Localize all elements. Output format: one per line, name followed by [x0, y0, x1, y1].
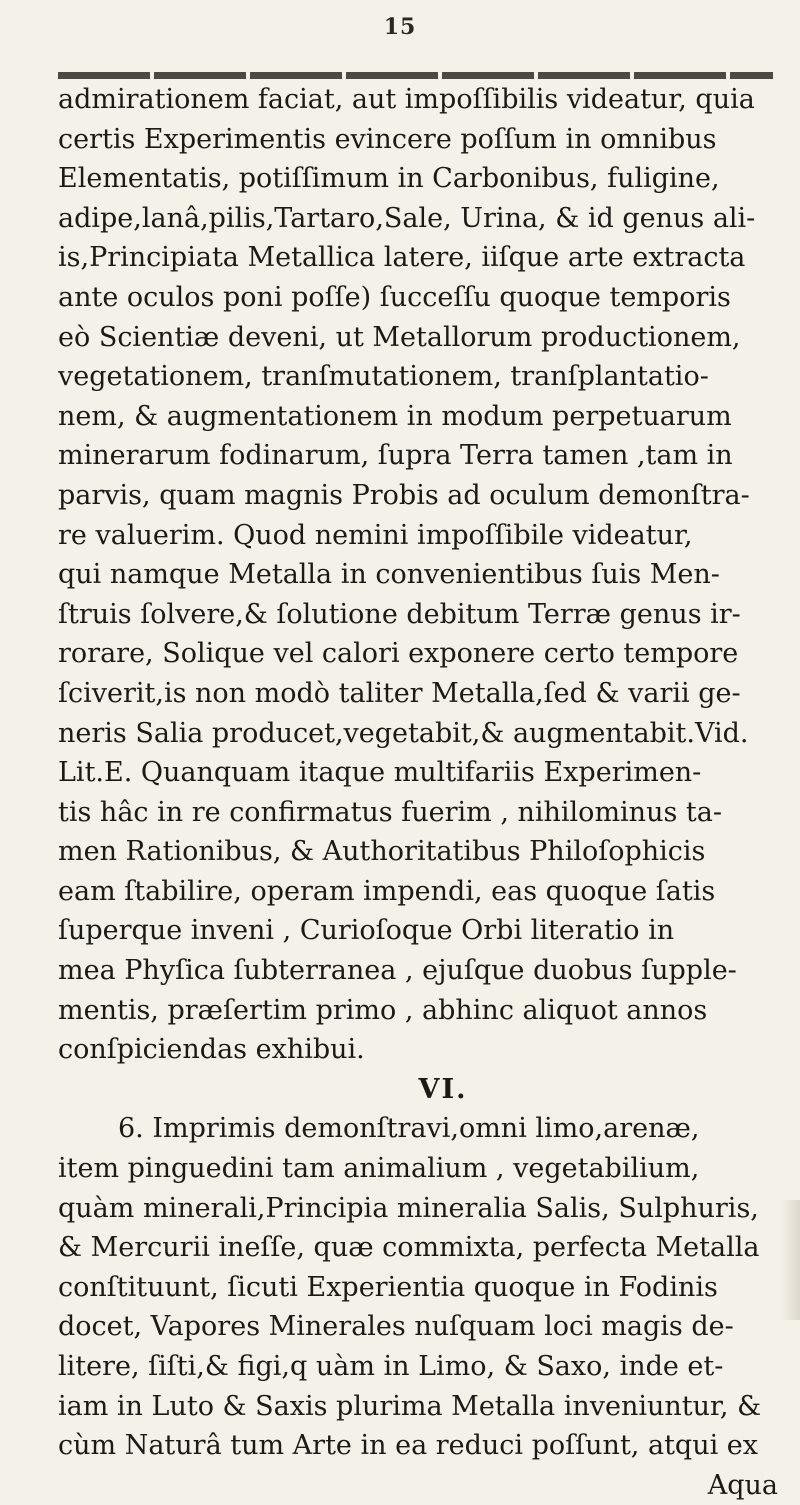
text-line: neris Salia producet,vegetabit,& augmentabit.Vid. — [58, 717, 749, 749]
text-line: is,Principiata Metallica latere, iiſque arte extracta — [58, 242, 746, 274]
text-line: item pinguedini tam animalium , vegetabilium, — [58, 1153, 700, 1185]
text-line: mea Phyſica ſubterranea , ejuſque duobus ſupple- — [58, 955, 737, 987]
page-edge-stain — [780, 1200, 800, 1320]
text-line: ſciverit,is non modò taliter Metalla,ſed & varii ge- — [58, 677, 741, 709]
text-line: men Rationibus, & Authoritatibus Philoſophicis — [58, 836, 706, 868]
catchword: Aqua — [707, 1469, 778, 1501]
text-line: parvis, quam magnis Probis ad oculum demonſtra- — [58, 479, 750, 511]
text-line: rorare, Solique vel calori exponere certo tempore — [58, 638, 739, 670]
text-line: eò Scientiæ deveni, ut Metallorum productionem, — [58, 321, 741, 353]
text-line: litere, ſiſti,& figi,q uàm in Limo, & Saxo, inde et- — [58, 1351, 724, 1382]
text-line: mentis, præſertim primo , abhinc aliquot annos — [58, 994, 708, 1026]
text-line: certis Experimentis evincere poſſum in omnibus — [58, 123, 717, 155]
page-number: 15 — [383, 14, 417, 40]
text-line: eam ſtabilire, operam impendi, eas quoque ſatis — [58, 875, 716, 907]
text-line: 6. Imprimis demonſtravi,omni limo,arenæ, — [118, 1113, 700, 1145]
text-line: ante oculos poni poſſe) ſucceſſu quoque temporis — [58, 281, 731, 313]
text-line: adipe,lanâ,pilis,Tartaro,Sale, Urina, & id genus ali- — [58, 202, 756, 234]
text-line: nem, & augmentationem in modum perpetuarum — [58, 400, 732, 432]
text-line: qui namque Metalla in convenientibus ſuis Men- — [58, 559, 720, 591]
text-line: admirationem faciat, aut impoſſibilis videatur, quia — [58, 84, 755, 115]
text-line: Elementatis, potiſſimum in Carbonibus, fuligine, — [58, 163, 720, 195]
text-line: cùm Naturâ tum Arte in ea reduci poſſunt, atqui ex — [58, 1430, 759, 1462]
header-ornament-rule — [58, 72, 773, 79]
text-line: re valuerim. Quod nemini impoſſibile videatur, — [58, 519, 693, 551]
section-heading: VI. — [418, 1073, 468, 1105]
text-line: ſuperque inveni , Curioſoque Orbi literatio in — [58, 915, 675, 947]
page-text — [58, 80, 788, 1505]
text-line: vegetationem, tranſmutationem, tranſplantatio- — [58, 361, 709, 393]
text-line: iam in Luto & Saxis plurima Metalla inveniuntur, & — [58, 1390, 762, 1422]
text-line: docet, Vapores Minerales nuſquam loci magis de- — [58, 1311, 734, 1343]
text-line: quàm minerali,Principia mineralia Salis, Sulphuris, — [58, 1192, 759, 1224]
text-line: Lit.E. Quanquam itaque multifariis Experimen- — [58, 757, 702, 789]
text-line: ſtruis ſolvere,& ſolutione debitum Terræ genus ir- — [58, 598, 741, 630]
text-line: tis hâc in re confirmatus fuerim , nihilominus ta- — [58, 796, 722, 828]
text-line: minerarum fodinarum, ſupra Terra tamen ,tam in — [58, 440, 733, 472]
text-line: conſpiciendas exhibui. — [58, 1034, 365, 1066]
text-line: conſtituunt, ſicuti Experientia quoque in Fodinis — [58, 1271, 718, 1303]
text-line: & Mercurii ineſſe, quæ commixta, perfecta Metalla — [58, 1232, 760, 1264]
